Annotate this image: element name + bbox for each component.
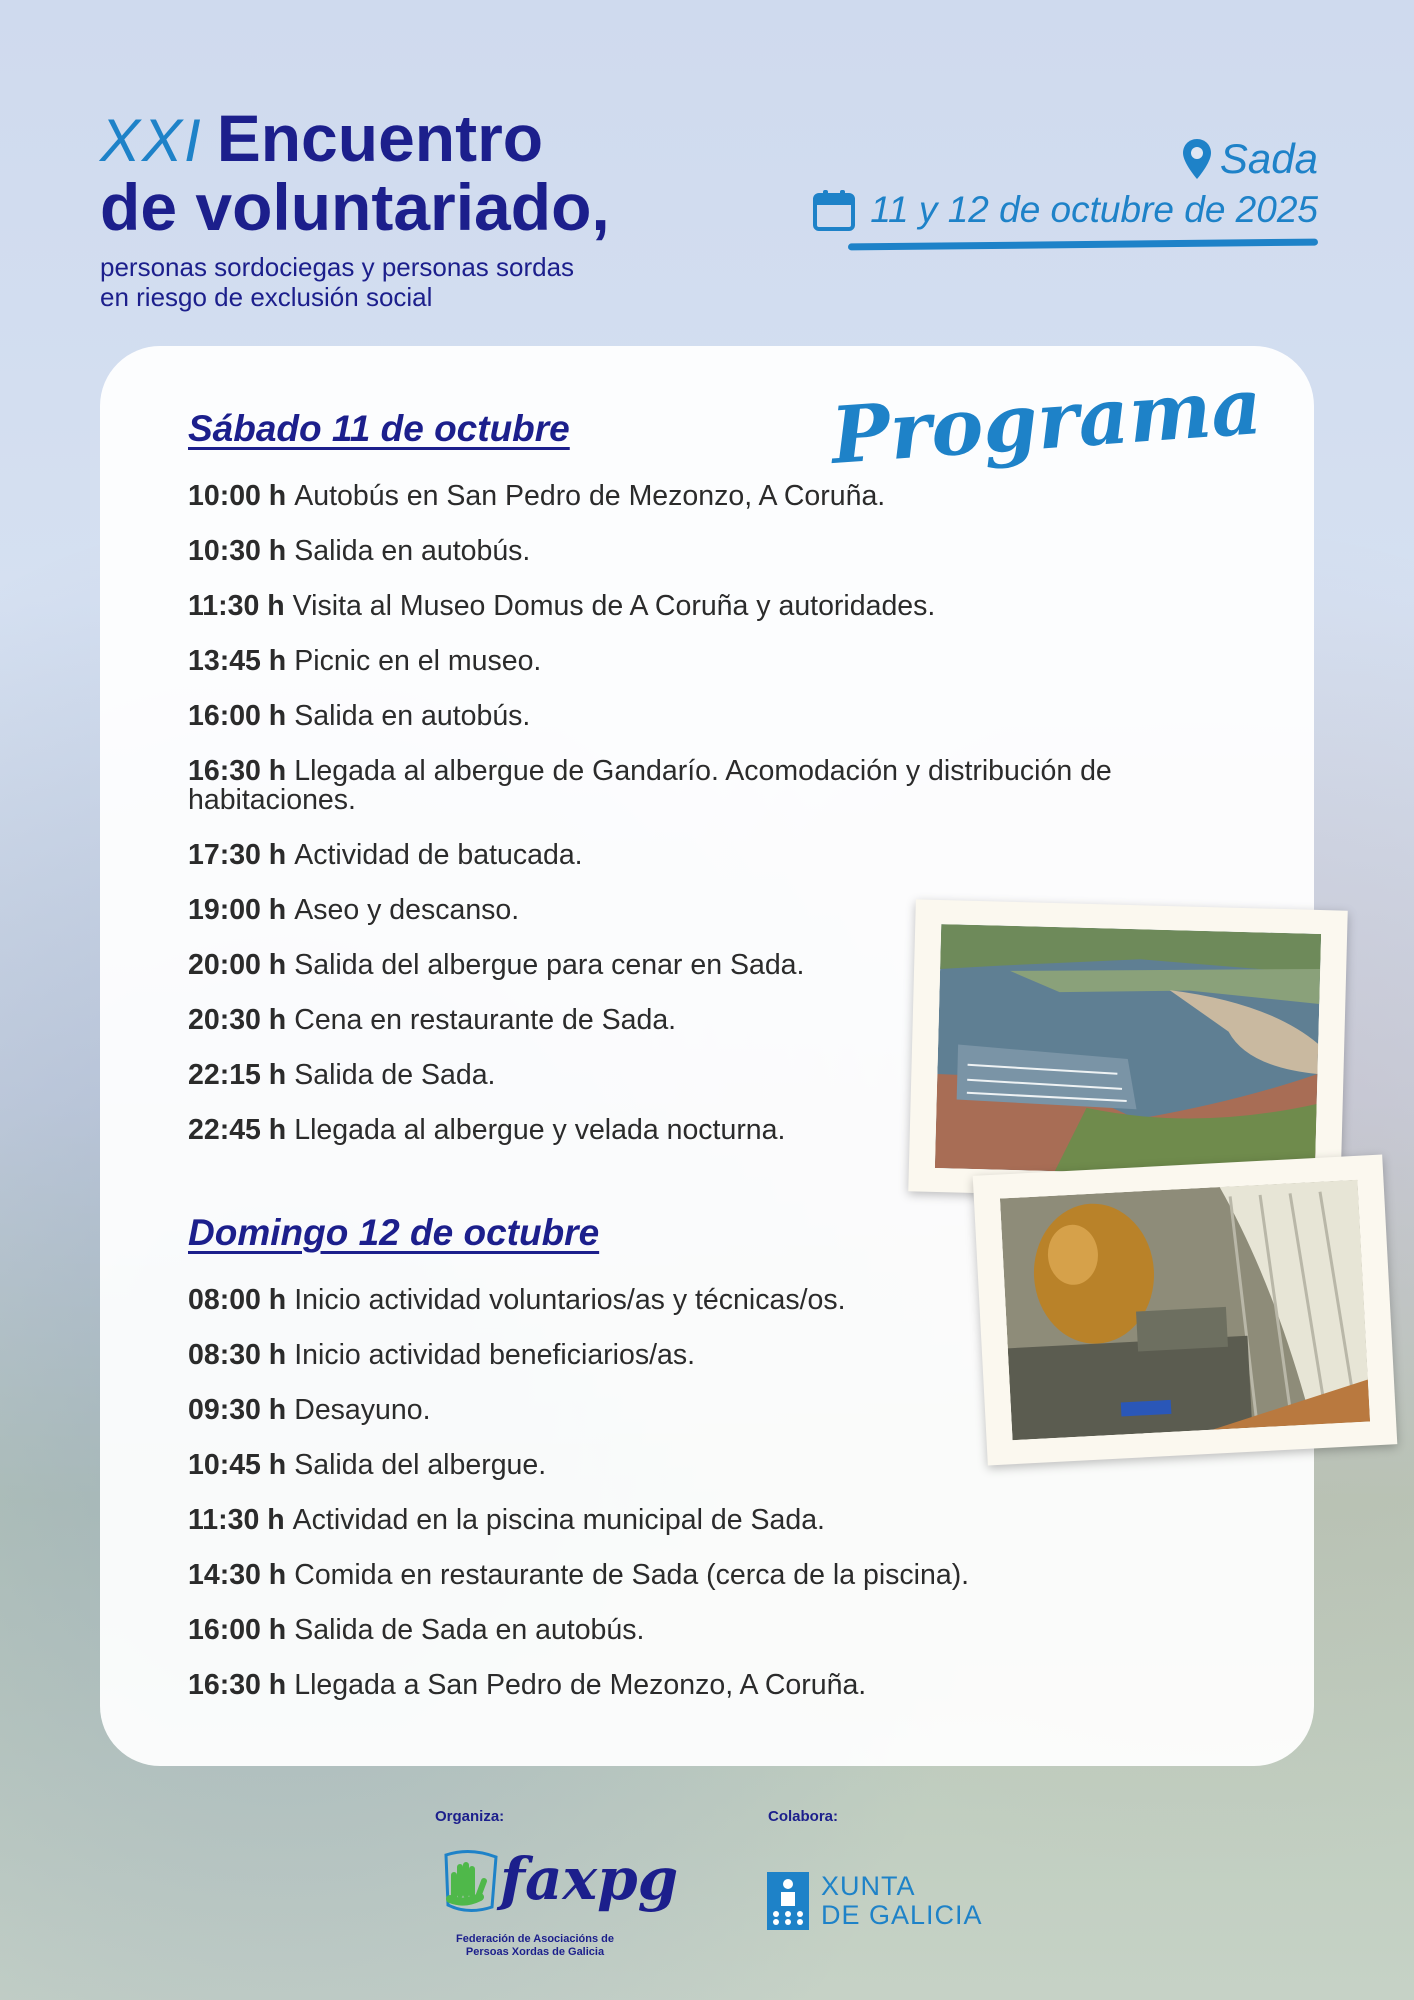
subtitle-line1: personas sordociegas y personas sordas [100, 252, 575, 282]
schedule-item [188, 757, 1188, 814]
schedule-text: Salida en autobús. [294, 535, 531, 567]
schedule-item [188, 647, 1188, 676]
schedule-text: Actividad en la piscina municipal de Sada. [292, 1504, 825, 1536]
schedule-text: Cena en restaurante de Sada. [294, 1003, 677, 1036]
schedule-item [188, 702, 1188, 731]
sada-bay-photo [908, 899, 1347, 1202]
title-word: Encuentro [216, 101, 544, 175]
sada-bay-image [935, 924, 1321, 1178]
schedule-text: Salida en autobús. [294, 700, 531, 732]
subtitle-line2: en riesgo de exclusión social [100, 282, 433, 312]
schedule-text: Llegada al albergue y velada nocturna. [294, 1113, 786, 1146]
location-row [812, 135, 1318, 183]
schedule-time: 16:00 h [188, 1614, 287, 1646]
schedule-text: Salida del albergue para cenar en Sada. [294, 948, 805, 981]
schedule-time: 22:15 h [188, 1058, 287, 1091]
schedule-time: 20:00 h [188, 948, 287, 981]
map-pin-icon [1182, 138, 1212, 180]
subtitle [100, 252, 610, 312]
museum-image [1000, 1180, 1370, 1440]
schedule-item [188, 1671, 1188, 1700]
xunta-line2: DE GALICIA [821, 1900, 983, 1930]
schedule-item [188, 1506, 1188, 1535]
schedule-item [188, 592, 1188, 621]
hands-icon [440, 1847, 502, 1915]
xunta-logo [767, 1872, 983, 1930]
museum-photo [973, 1154, 1398, 1465]
schedule-text: Picnic en el museo. [294, 645, 542, 677]
event-info [812, 135, 1318, 248]
faxpg-subtitle: Federación de Asociacións de Persoas Xordas de Galicia [456, 1933, 614, 1958]
schedule-text: Comida en restaurante de Sada (cerca de la piscina). [294, 1559, 970, 1591]
schedule-text: Actividad de batucada. [294, 838, 583, 871]
schedule-time: 17:30 h [188, 838, 287, 871]
day2-title: Domingo 12 de octubre [188, 1212, 600, 1253]
schedule-item [188, 838, 1188, 871]
schedule-time: 16:00 h [188, 700, 287, 732]
schedule-time: 16:30 h [188, 755, 287, 787]
schedule-item [188, 1561, 1188, 1590]
faxpg-logo [440, 1845, 679, 1965]
schedule-text: Salida de Sada. [294, 1058, 496, 1091]
xunta-text [821, 1872, 983, 1930]
faxpg-name: faxpg [500, 1845, 679, 1913]
schedule-text: Visita al Museo Domus de A Coruña y autoridades. [292, 590, 936, 622]
schedule-time: 14:30 h [188, 1559, 287, 1591]
calendar-icon [812, 188, 856, 232]
organiza-label: Organiza: [435, 1808, 505, 1825]
title-line1 [100, 101, 610, 175]
schedule-time: 10:30 h [188, 535, 287, 567]
schedule-text: Salida del albergue. [294, 1449, 547, 1481]
schedule-time: 20:30 h [188, 1003, 287, 1036]
schedule-text: Llegada al albergue de Gandarío. Acomodación y distribución de habitaciones. [188, 755, 1112, 816]
schedule-text: Inicio actividad beneficiarios/as. [294, 1339, 696, 1371]
schedule-text: Autobús en San Pedro de Mezonzo, A Coruña. [294, 480, 886, 512]
title-line2: de voluntariado, [100, 170, 610, 244]
schedule-text: Llegada a San Pedro de Mezonzo, A Coruña. [294, 1669, 867, 1701]
schedule-item [188, 482, 1188, 511]
schedule-time: 13:45 h [188, 645, 287, 677]
schedule-time: 08:30 h [188, 1339, 287, 1371]
program-heading: Programa [828, 361, 1265, 482]
schedule-time: 22:45 h [188, 1113, 287, 1146]
xunta-line1: XUNTA [821, 1871, 916, 1901]
schedule-time: 19:00 h [188, 893, 287, 926]
schedule-time: 11:30 h [188, 1504, 285, 1536]
event-title-block [100, 101, 610, 312]
schedule-item [188, 537, 1188, 566]
schedule-time: 10:00 h [188, 480, 287, 512]
day1-title: Sábado 11 de octubre [188, 408, 570, 449]
schedule-text: Desayuno. [294, 1394, 431, 1426]
schedule-text: Aseo y descanso. [294, 893, 520, 926]
schedule-time: 08:00 h [188, 1284, 287, 1316]
schedule-time: 11:30 h [188, 590, 285, 622]
galicia-shield-icon [767, 1872, 809, 1930]
date-row [812, 185, 1318, 235]
schedule-text: Inicio actividad voluntarios/as y técnicas/os. [294, 1284, 846, 1316]
schedule-time: 16:30 h [188, 1669, 287, 1701]
edition-number: XXI [100, 107, 203, 174]
schedule-time: 09:30 h [188, 1394, 287, 1426]
date-text: 11 y 12 de octubre de 2025 [870, 189, 1318, 230]
date-underline [848, 239, 1318, 251]
schedule-text: Salida de Sada en autobús. [294, 1614, 645, 1646]
location-text: Sada [1219, 135, 1318, 182]
schedule-time: 10:45 h [188, 1449, 287, 1481]
schedule-item [188, 1616, 1188, 1645]
colabora-label: Colabora: [768, 1808, 839, 1825]
